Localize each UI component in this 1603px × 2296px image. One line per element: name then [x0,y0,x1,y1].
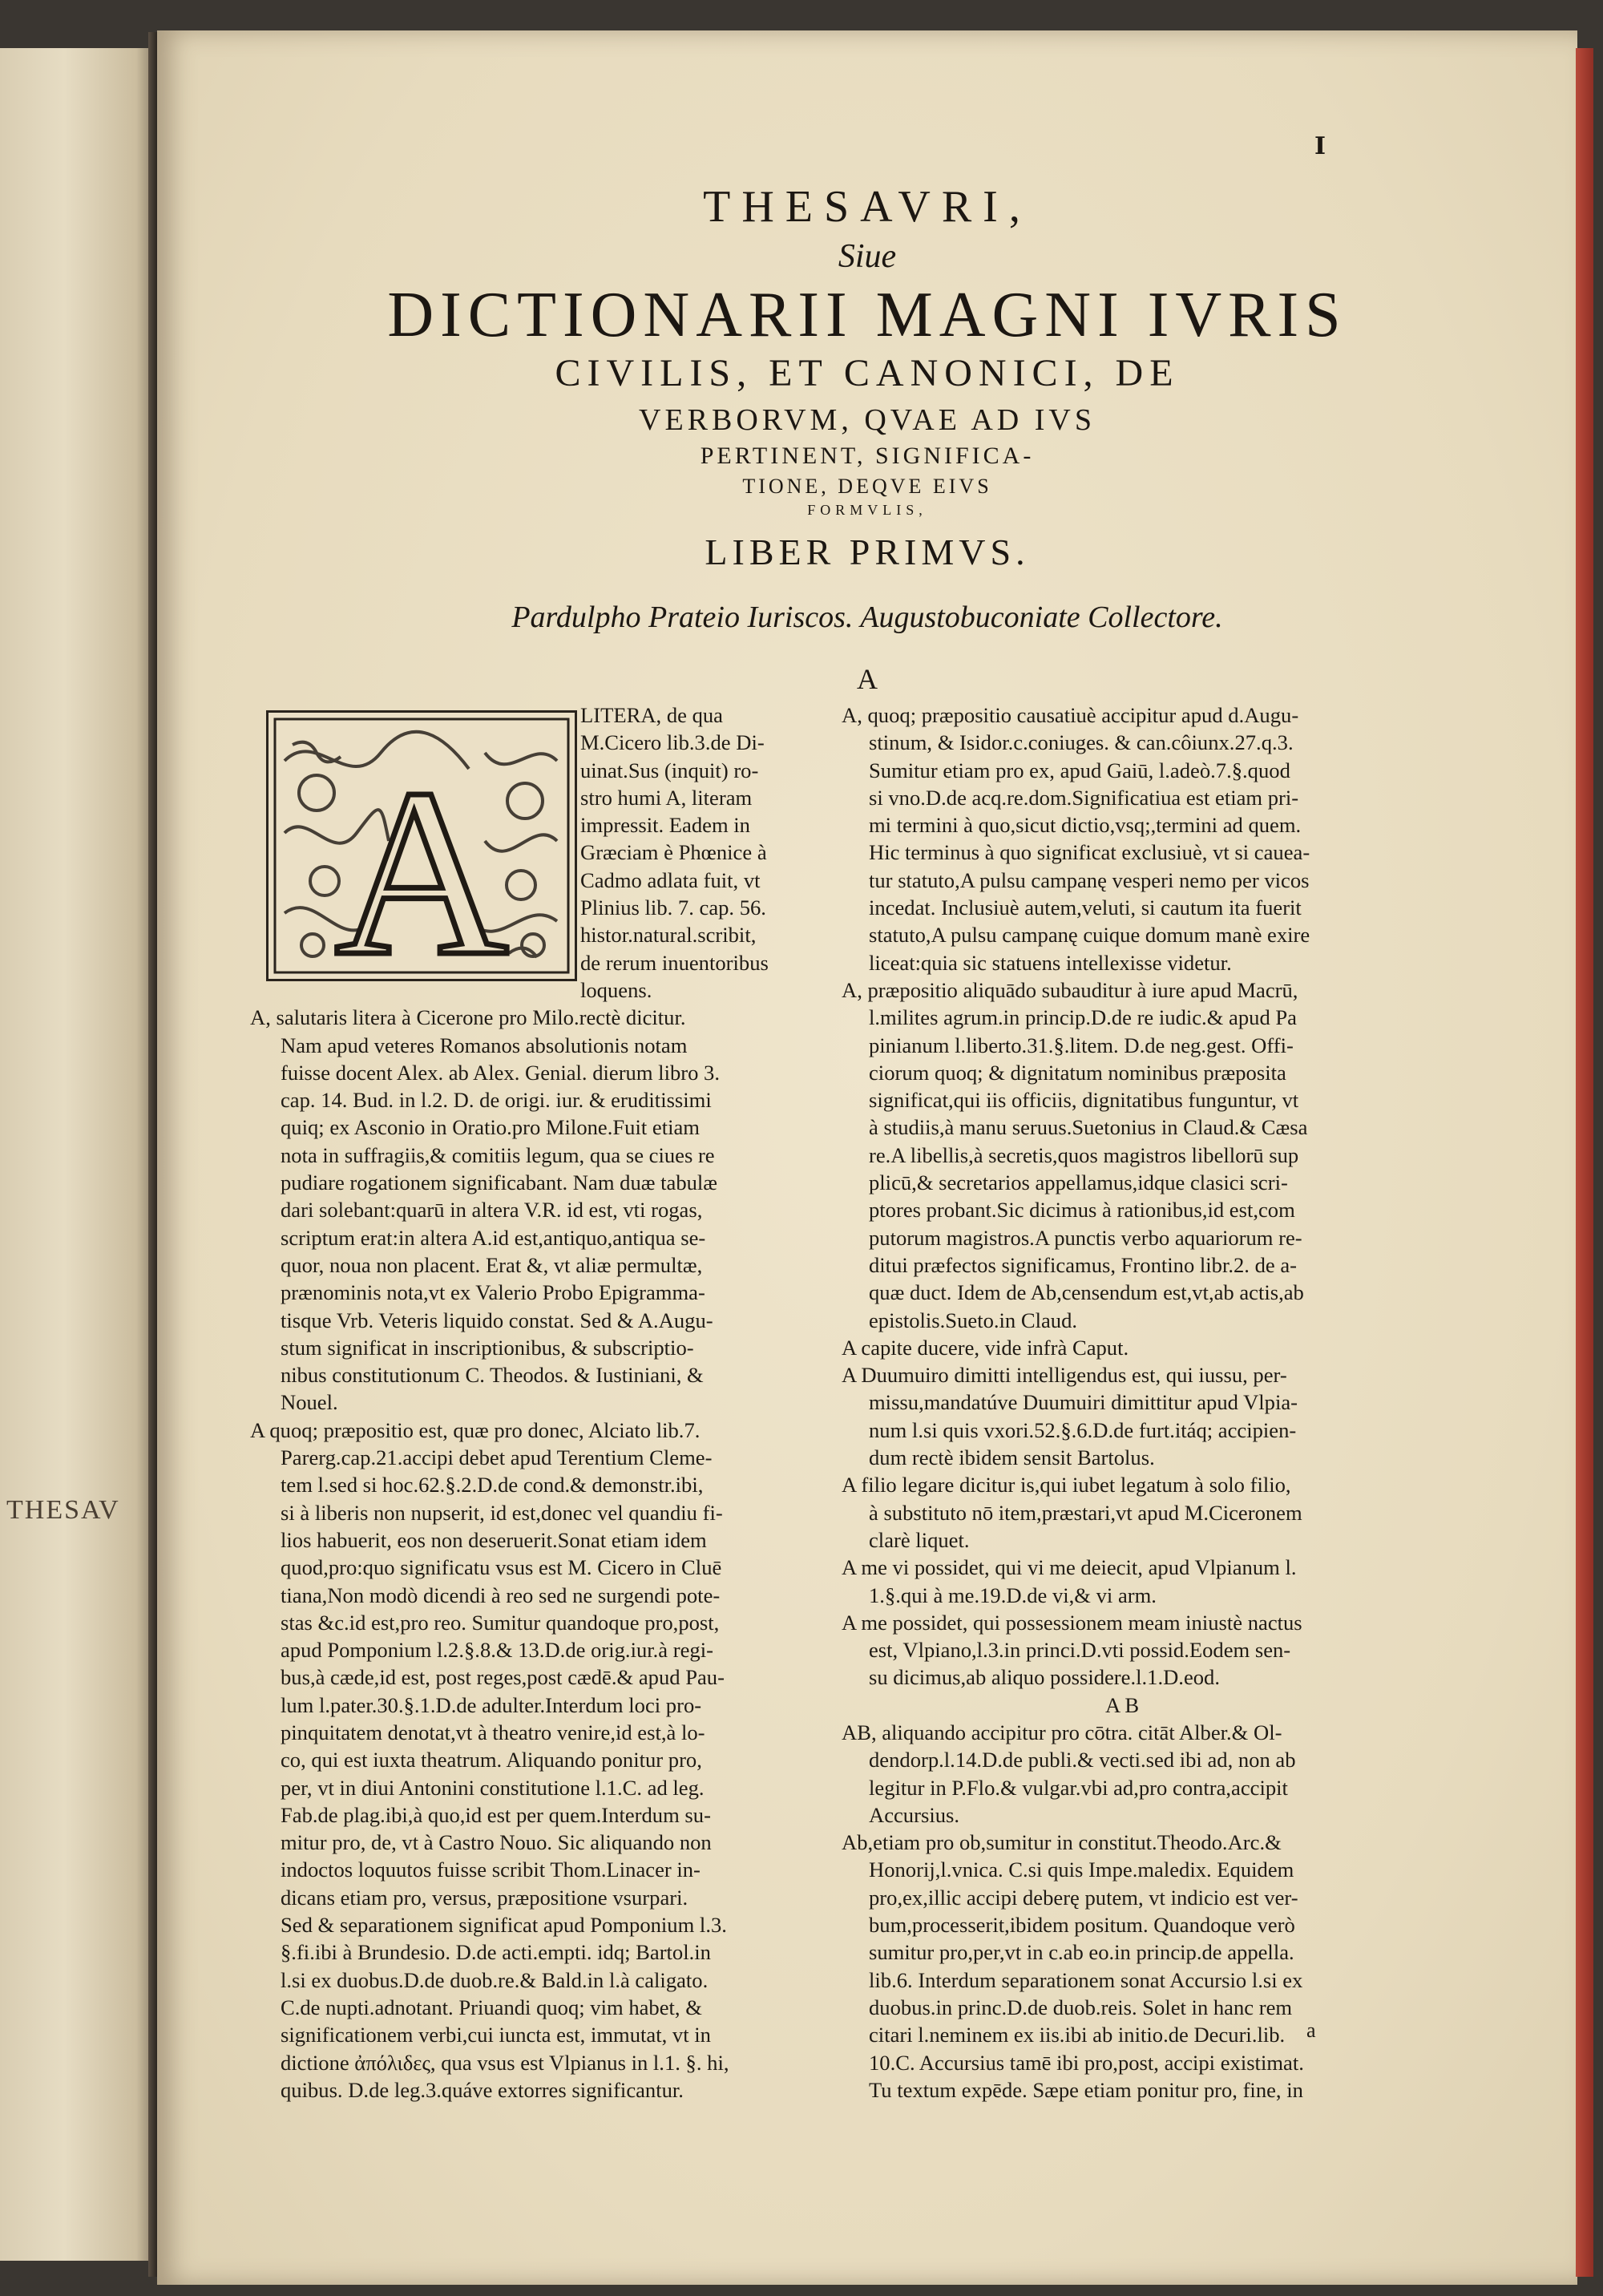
title-dictionarii: DICTIONARII MAGNI IVRIS [387,280,1347,350]
title-civilis: CIVILIS, ET CANONICI, DE [555,352,1180,394]
text-line: quiq; ex Asconio in Oratio.pro Milone.Fuit etiam [281,1115,700,1140]
text-line: si à liberis non nupserit, id est,donec vel quandiu fi- [281,1500,723,1525]
text-line: Sumitur etiam pro ex, apud Gaiū, l.adeò.7.§.quod [869,758,1290,782]
text-line: tiana,Non modò dicendi à reo sed ne surgendi pote- [281,1583,721,1607]
text-line: missu,mandatúve Duumuiri dimittitur apud Vlpia- [869,1390,1298,1415]
text-line: AB, aliquando accipitur pro cōtra. citāt Alber.& Ol- [842,1720,1282,1744]
text-line: nota in suffragiis,& comitiis legum, qua se ciues re [281,1142,715,1167]
facing-page-running-head: THESAV [6,1495,120,1525]
text-line: à substituto nō item,præstari,vt apud M.Ciceronem [869,1500,1302,1525]
text-line: plicū,& secretarios appellamus,idque clasici scri- [869,1170,1288,1195]
text-line: tem l.sed si hoc.62.§.2.D.de cond.& demonstr.ibi, [281,1473,704,1498]
text-line: l.si ex duobus.D.de duob.re.& Bald.in l.à caligato. [281,1967,709,1992]
facing-page-edge [0,48,160,2261]
text-line: indoctos loquutos fuisse scribit Thom.Linacer in- [281,1857,701,1882]
text-line: prænominis nota,vt ex Valerio Probo Epigramma- [281,1280,705,1305]
text-line: Sed & separationem significat apud Pomponium l.3. [281,1913,727,1938]
text-line: incedat. Inclusiuè autem,veluti, si cautum ita fuerit [869,895,1302,920]
text-line: §.fi.ibi à Brundesio. D.de acti.empti. idq; Bartol.in [281,1940,711,1965]
text-line: est, Vlpiano,l.3.in princi.D.vti possid.Eodem sen- [869,1638,1291,1663]
folio-number: I [1314,132,1326,160]
text-line: quod,pro:quo significatu vsus est M. Cicero in Cluē [281,1555,722,1580]
text-line: tisque Vrb. Veteris liquido constat. Sed & A.Augu- [281,1308,713,1332]
text-line: putorum magistros.A punctis verbo aquariorum re- [869,1225,1302,1250]
text-line: cap. 14. Bud. in l.2. D. de origi. iur. & eruditissimi [281,1088,712,1113]
text-line: significationem verbi,cui iuncta est, immutat, vt in [281,2023,711,2047]
text-line: Tu textum expēde. Sæpe etiam ponitur pro, fine, in [869,2077,1303,2102]
text-line: Græciam è Phœnice à [580,840,767,865]
text-line: fuisse docent Alex. ab Alex. Genial. dierum libro 3. [281,1060,721,1085]
text-line: pinianum l.liberto.31.§.litem. D.de neg.gest. Offi- [869,1033,1294,1057]
text-line: dari solebant:quarū in altera V.R. id est, vti rogas, [281,1198,703,1223]
text-line: duobus.in princ.D.de duob.reis. Solet in hanc rem [869,1995,1293,2019]
text-line: scriptum erat:in altera A.id est,antiquo,antiqua se- [281,1225,706,1250]
text-line: stinum, & Isidor.c.coniuges. & can.côiunx.27.q.3. [869,730,1294,755]
text-line: Ab,etiam pro ob,sumitur in constitut.Theodo.Arc.& [842,1830,1282,1855]
text-line: liceat:quia sic statuens intellexisse videtur. [869,950,1232,975]
text-line: sumitur pro,per,vt in c.ab eo.in princip.de appella. [869,1940,1294,1965]
text-line: stum significat in inscriptionibus, & subscriptio- [281,1335,694,1360]
text-line: significat,qui iis officiis, dignitatibus funguntur, vt [869,1088,1299,1113]
section-letter: A [857,663,878,695]
text-line: ptores probant.Sic dicimus à rationibus,id est,com [869,1198,1295,1223]
page-red-edge [1576,48,1593,2277]
catchword: a [1306,2019,1316,2042]
text-line: num l.si quis vxori.52.§.6.D.de furt.itáq; accipien- [869,1417,1297,1442]
text-line: C.de nupti.adnotant. Priuandi quoq; vim habet, & [281,1995,702,2019]
text-line: lios habuerit, eos non deseruerit.Sonat etiam idem [281,1527,707,1552]
title-tione: TIONE, DEQVE EIVS [742,475,992,498]
text-line: mitur pro, de, vt à Castro Nouo. Sic aliquando non [281,1830,712,1855]
text-line: nibus constitutionum C. Theodos. & Iustiniani, & [281,1363,704,1388]
text-line: stro humi A, literam [580,785,753,810]
text-line: stas &c.id est,pro reo. Sumitur quandoque pro,post, [281,1610,720,1635]
text-line: co, qui est iuxta theatrum. Aliquando ponitur pro, [281,1748,702,1773]
text-line: quor, noua non placent. Erat &, vt aliæ permultæ, [281,1252,703,1277]
text-line: Cadmo adlata fuit, vt [580,867,761,892]
text-line: re.A libellis,à secretis,quos magistros libellorū sup [869,1142,1299,1167]
text-line: Nouel. [281,1390,338,1415]
text-line: A capite ducere, vide infrà Caput. [842,1335,1129,1360]
text-line: pro,ex,illic accipi deberę putem, vt indicio est ver- [869,1885,1298,1910]
title-siue: Siue [838,238,897,275]
title-pertinent: PERTINENT, SIGNIFICA- [700,443,1035,469]
text-line: ciorum quoq; & dignitatum nominibus præposita [869,1060,1286,1085]
text-line: Hic terminus à quo significat exclusiuè, vt si cauea- [869,840,1310,865]
text-line: de rerum inuentoribus [580,950,769,975]
text-line: 1.§.qui à me.19.D.de vi,& vi arm. [869,1583,1157,1607]
text-line: à studiis,à manu seruus.Suetonius in Claud.& Cæsa [869,1115,1308,1140]
text-line: M.Cicero lib.3.de Di- [580,730,765,755]
text-line: statuto,A pulsu campanę cuique domum manè exire [869,923,1310,948]
text-line: dictione ἀπόλιδες, qua vsus est Vlpianus in l.1. §. hi, [281,2050,729,2075]
text-line: dum rectè ibidem sensit Bartolus. [869,1445,1155,1470]
text-line: clarè liquet. [869,1527,970,1552]
text-line: LITERA, de qua [580,703,723,727]
text-line: loquens. [580,977,652,1002]
text-line: l.milites agrum.in princip.D.de re iudic.& apud Pa [869,1005,1297,1030]
text-line: Fab.de plag.ibi,à quo,id est per quem.Interdum su- [281,1802,711,1827]
text-line: epistolis.Sueto.in Claud. [869,1308,1078,1332]
text-line: A me possidet, qui possessionem meam iniustè nactus [842,1610,1302,1635]
text-line: quæ duct. Idem de Ab,censendum est,vt,ab actis,ab [869,1280,1304,1305]
title-verborum: VERBORVM, QVAE AD IVS [639,403,1096,437]
right-column [842,701,1403,2104]
text-line: A quoq; præpositio est, quæ pro donec, Alciato lib.7. [250,1417,701,1442]
svg-text:A: A [334,739,509,979]
ornamental-initial [266,710,577,981]
title-formulis: FORMVLIS, [807,502,927,518]
text-line: si vno.D.de acq.re.dom.Significatiua est etiam pri- [869,785,1299,810]
author-line: Pardulpho Prateio Iuriscos. Augustobuconiate Collectore. [511,600,1223,634]
title-thesauri: THESAVRI, [703,182,1032,232]
text-line: tur statuto,A pulsu campanę vesperi nemo per vicos [869,867,1310,892]
text-line: 10.C. Accursius tamē ibi pro,post, accipi existimat. [869,2050,1304,2075]
text-line: Plinius lib. 7. cap. 56. [580,895,766,920]
text-line: legitur in P.Flo.& vulgar.vbi ad,pro contra,accipit [869,1775,1288,1800]
text-line: Accursius. [869,1802,959,1827]
text-line: lum l.pater.30.§.1.D.de adulter.Interdum loci pro- [281,1692,702,1717]
text-line: A filio legare dicitur is,qui iubet legatum à solo filio, [842,1473,1291,1498]
text-line: mi termini à quo,sicut dictio,vsq;,termini ad quem. [869,813,1302,838]
text-line: pudiare rogationem significabant. Nam duæ tabulæ [281,1170,718,1195]
text-line: ditui præfectos significamus, Frontino libr.2. de a- [869,1252,1298,1277]
text-line: Honorij,l.vnica. C.si quis Impe.maledix. Equidem [869,1857,1294,1882]
text-line: A Duumuiro dimitti intelligendus est, qui iussu, per- [842,1363,1287,1388]
text-line: apud Pomponium l.2.§.8.& 13.D.de orig.iur.à regi- [281,1638,713,1663]
book-heading: LIBER PRIMVS. [705,532,1030,572]
text-line: citari l.neminem ex iis.ibi ab initio.de Decuri.lib. [869,2023,1286,2047]
ornamental-initial-icon [269,713,575,979]
text-line: quibus. D.de leg.3.quáve extorres significantur. [281,2077,684,2102]
text-line: A, salutaris litera à Cicerone pro Milo.rectè dicitur. [250,1005,686,1030]
text-line: A, quoq; præpositio causatiuè accipitur apud d.Augu- [842,703,1299,727]
text-line: A me vi possidet, qui vi me deiecit, apud Vlpianum l. [842,1555,1297,1580]
text-line: Parerg.cap.21.accipi debet apud Terentium Cleme- [281,1445,713,1470]
text-line: bus,à cæde,id est, post reges,post cædē.& apud Pau- [281,1665,725,1690]
text-line: Nam apud veteres Romanos absolutionis notam [281,1033,688,1057]
text-line: A, præpositio aliquādo subauditur à iure apud Macrū, [842,977,1298,1002]
text-line: impressit. Eadem in [580,813,750,838]
text-line: lib.6. Interdum separationem sonat Accursio l.si ex [869,1967,1303,1992]
text-line: pinquitatem denotat,vt à theatro venire,id est,à lo- [281,1720,705,1744]
text-line: su dicimus,ab aliquo possidere.l.1.D.eod. [869,1665,1220,1690]
text-line: dendorp.l.14.D.de publi.& vecti.sed ibi ad, non ab [869,1748,1296,1773]
text-line: per, vt in diui Antonini constitutione l.1.C. ad leg. [281,1775,705,1800]
text-line: uinat.Sus (inquit) ro- [580,758,759,782]
text-line: A B [1104,1692,1140,1717]
text-line: bum,processerit,ibidem positum. Quandoque verò [869,1913,1295,1938]
text-line: dicans etiam pro, versus, præpositione vsurpari. [281,1885,688,1910]
text-line: histor.natural.scribit, [580,923,757,948]
